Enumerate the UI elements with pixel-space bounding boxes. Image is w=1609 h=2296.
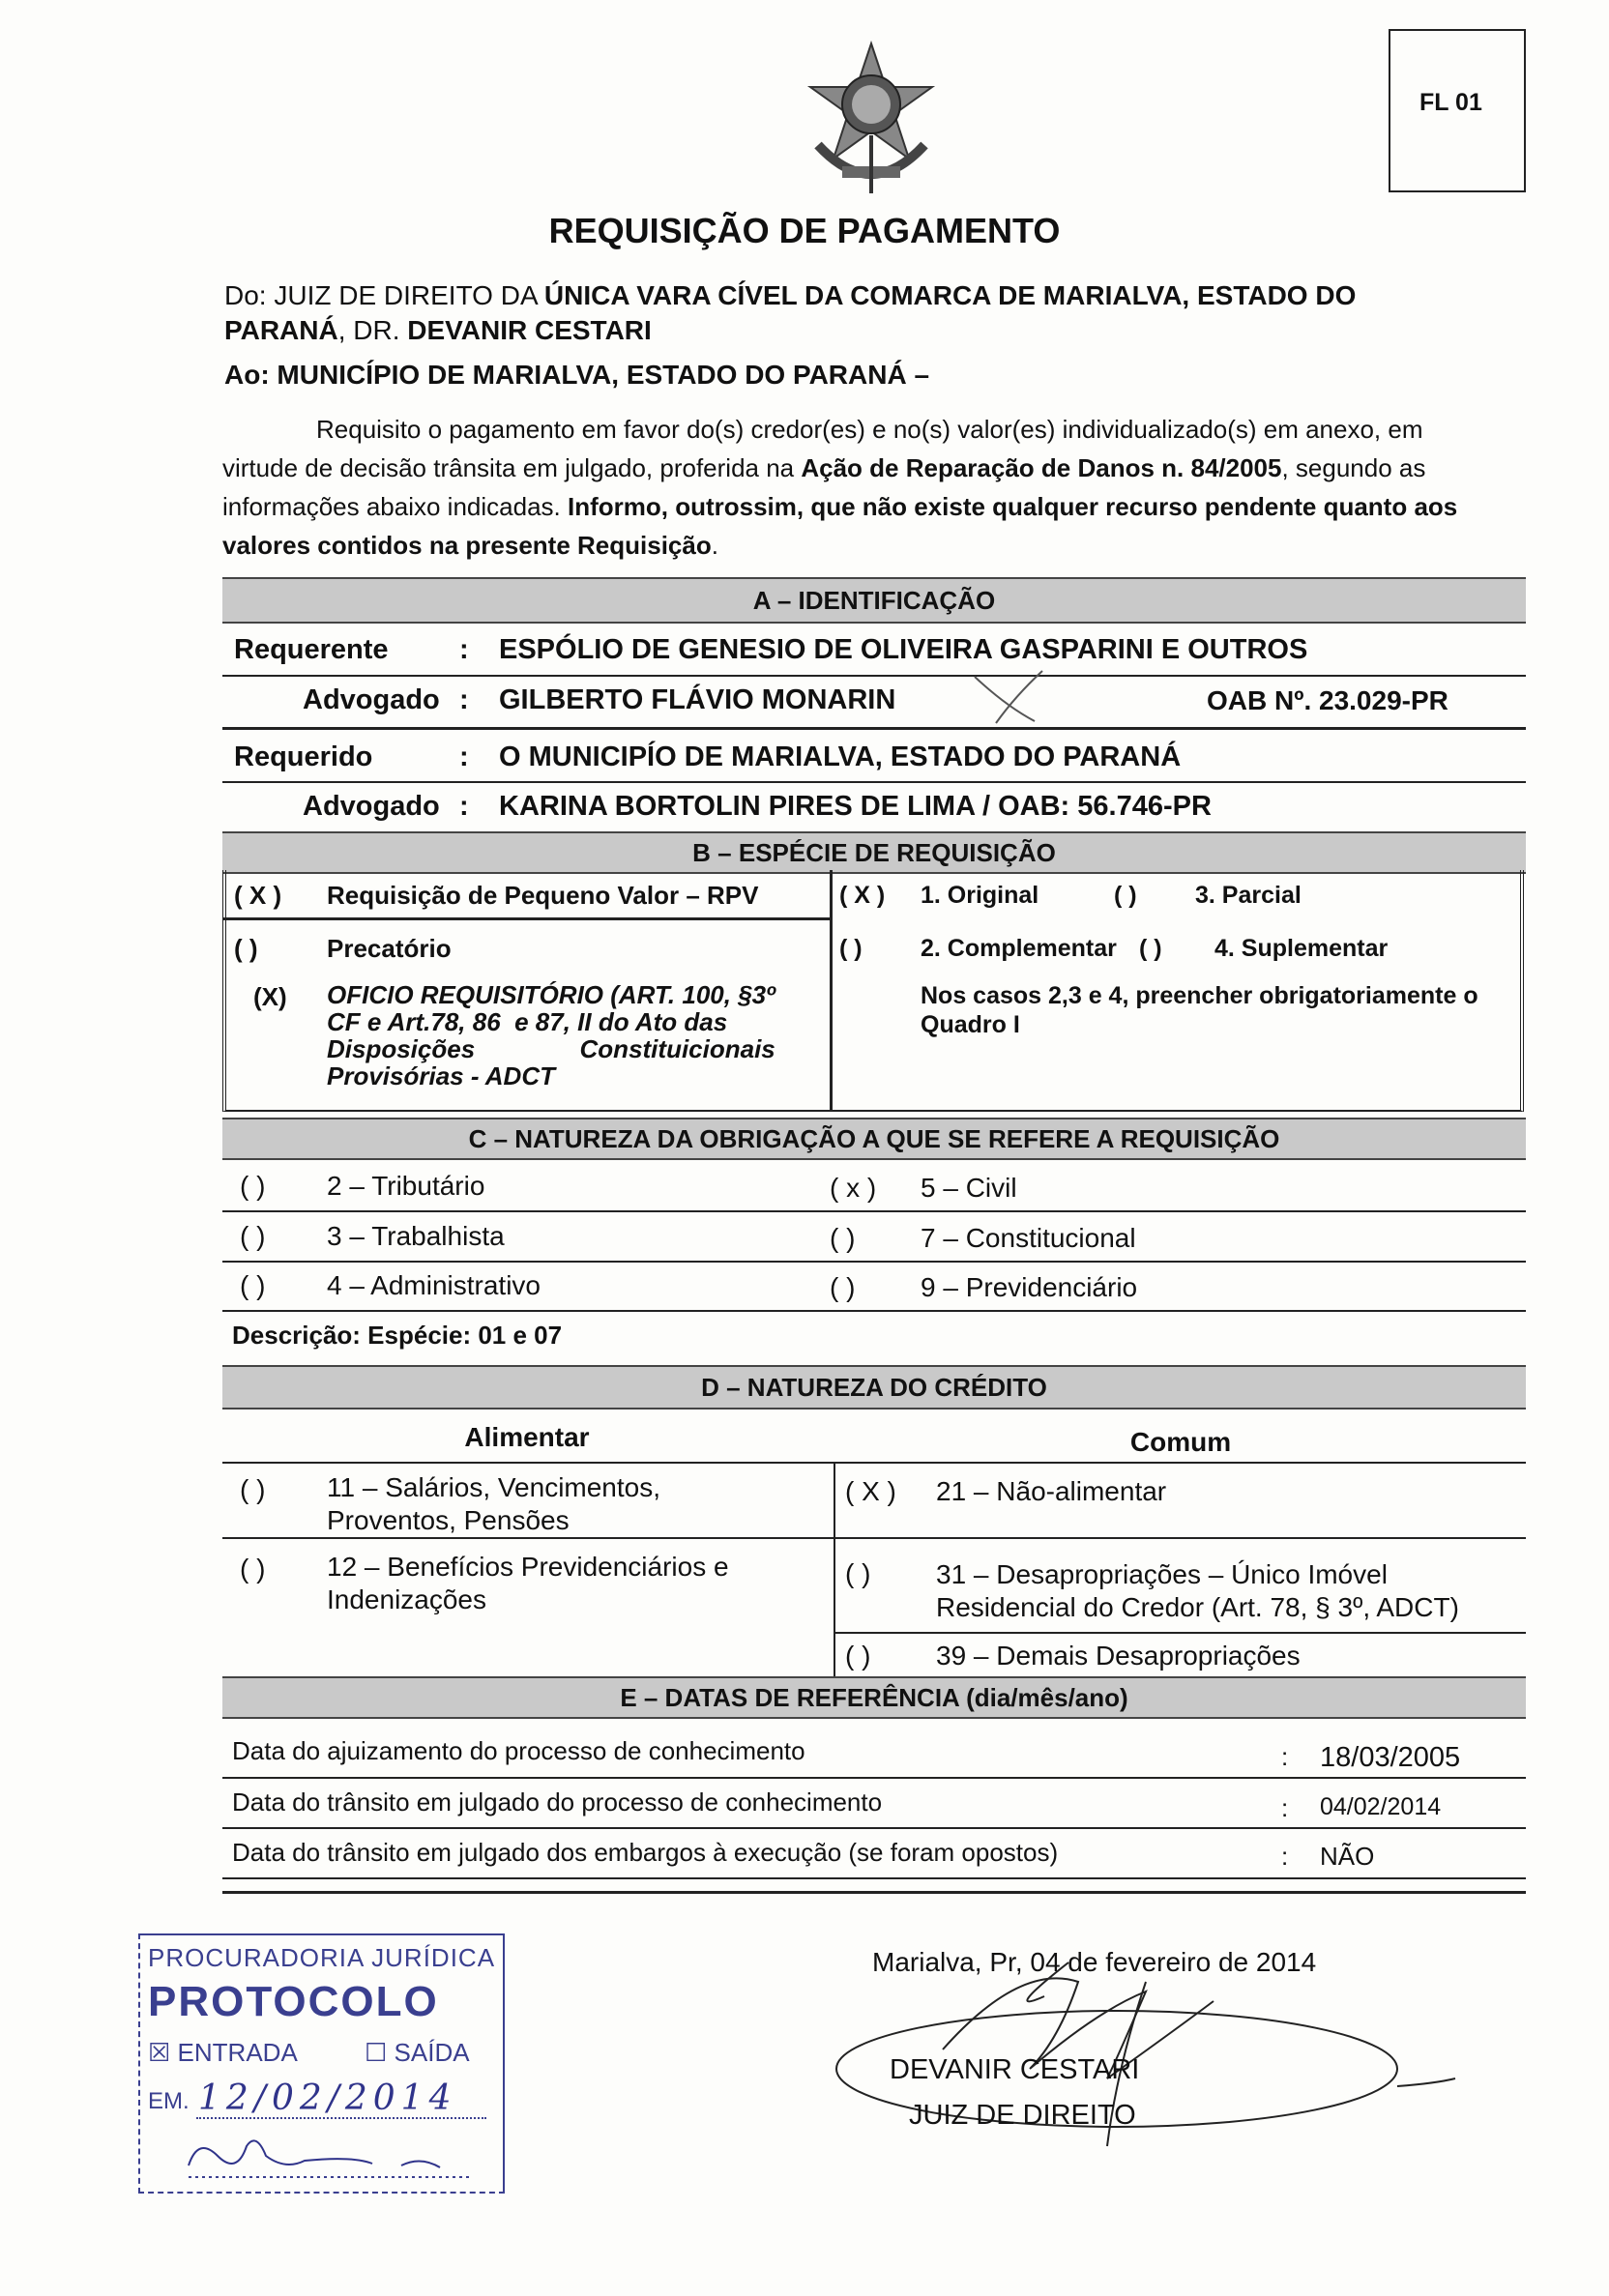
divider (222, 1777, 1526, 1779)
administrativo-label: 4 – Administrativo (327, 1270, 541, 1300)
nao-alimentar-label: 21 – Não-alimentar (936, 1476, 1167, 1506)
parcial-mark: ( ) (1114, 882, 1137, 909)
entrada-checkbox: ☒ (148, 2038, 171, 2067)
suplementar-mark: ( ) (1139, 935, 1162, 962)
divider (222, 727, 1526, 730)
divider (835, 1632, 1526, 1634)
oficio-line: Disposições Constituicionais (327, 1034, 775, 1063)
trabalhista-label: 3 – Trabalhista (327, 1221, 505, 1251)
oficio-line: Provisórias - ADCT (327, 1061, 555, 1090)
advogado-1-colon: : (459, 684, 469, 715)
section-b-header: B – ESPÉCIE DE REQUISIÇÃO (222, 831, 1526, 874)
handwritten-x-mark (967, 667, 1054, 725)
date-row-value: 18/03/2005 (1320, 1742, 1461, 1773)
place-date: Marialva, Pr, 04 de fevereiro de 2014 (872, 1947, 1317, 1977)
requerido-label: Requerido (234, 741, 373, 772)
administrativo-mark: ( ) (240, 1270, 266, 1300)
note-line: Nos casos 2,3 e 4, preencher obrigatoriamente o (921, 982, 1478, 1009)
oficio-line: CF e Art.78, 86 e 87, II do Ato das (327, 1007, 728, 1036)
advogado-2-value: KARINA BORTOLIN PIRES DE LIMA / OAB: 56.746-PR (499, 791, 1212, 822)
beneficios-mark: ( ) (240, 1554, 266, 1584)
divider (222, 675, 1526, 677)
demais-desapropriacoes-mark: ( ) (845, 1641, 871, 1671)
intro-line-2: virtude de decisão trânsita em julgado, proferida na Ação de Reparação de Danos n. 84/2005, segundo as (222, 453, 1426, 482)
demais-desapropriacoes-label: 39 – Demais Desapropriações (936, 1641, 1301, 1671)
tributario-label: 2 – Tributário (327, 1171, 485, 1201)
divider (222, 1877, 1526, 1879)
oficio-line: OFICIO REQUISITÓRIO (ART. 100, §3º (327, 980, 775, 1009)
stamp-em-label: EM. (148, 2088, 190, 2114)
previdenciario-mark: ( ) (830, 1272, 856, 1302)
stamp-line-2: PROTOCOLO (148, 1978, 439, 2025)
desapropriacoes-imovel-mark: ( ) (845, 1558, 871, 1588)
tributario-mark: ( ) (240, 1171, 266, 1201)
intro-line-3: informações abaixo indicadas. Informo, outrossim, que não existe qualquer recurso pendente quanto aos (222, 492, 1458, 521)
divider (222, 781, 1526, 783)
salarios-text (327, 1471, 660, 1537)
section-c-header: C – NATUREZA DA OBRIGAÇÃO A QUE SE REFERE A REQUISIÇÃO (222, 1118, 1526, 1160)
date-row-label: Data do trânsito em julgado do processo de conhecimento (232, 1787, 883, 1816)
constitucional-label: 7 – Constitucional (921, 1223, 1136, 1253)
date-row-colon: : (1281, 1742, 1289, 1771)
to-line: Ao: MUNICÍPIO DE MARIALVA, ESTADO DO PARANÁ – (224, 360, 930, 390)
signer-name: DEVANIR CESTARI (890, 2054, 1140, 2085)
saida-checkbox: ☐ (365, 2038, 388, 2067)
requerente-colon: : (459, 634, 469, 665)
rpv-mark: ( X ) (234, 881, 282, 910)
original-label: 1. Original (921, 882, 1039, 909)
requerente-value: ESPÓLIO DE GENESIO DE OLIVEIRA GASPARINI E OUTROS (499, 634, 1308, 665)
quadro-note (921, 981, 1478, 1039)
date-row-label: Data do ajuizamento do processo de conhecimento (232, 1736, 805, 1765)
signer-title: JUIZ DE DIREITO (909, 2100, 1136, 2131)
divider (834, 1462, 835, 1676)
stamp-initials-scribble (179, 2127, 488, 2185)
trabalhista-mark: ( ) (240, 1221, 266, 1251)
civil-label: 5 – Civil (921, 1173, 1017, 1203)
date-row-value: 04/02/2014 (1320, 1793, 1442, 1820)
from-line-2: PARANÁ, DR. DEVANIR CESTARI (224, 315, 652, 345)
suplementar-label: 4. Suplementar (1214, 935, 1389, 962)
from-line-1: Do: JUIZ DE DIREITO DA ÚNICA VARA CÍVEL DA COMARCA DE MARIALVA, ESTADO DO (224, 280, 1357, 310)
divider (835, 1537, 1526, 1539)
stamp-saida: ☐ SAÍDA (365, 2038, 470, 2067)
date-row-value: NÃO (1320, 1842, 1375, 1871)
divider (222, 1310, 1526, 1312)
date-row-colon: : (1281, 1842, 1289, 1871)
complementar-label: 2. Complementar (921, 935, 1117, 962)
date-row-colon: : (1281, 1793, 1289, 1822)
desapropriacoes-line: 31 – Desapropriações – Único Imóvel (936, 1559, 1388, 1589)
divider (222, 1537, 834, 1539)
advogado-1-oab: OAB Nº. 23.029-PR (1207, 685, 1448, 715)
intro-line-4: valores contidos na presente Requisição. (222, 531, 718, 560)
nao-alimentar-mark: ( X ) (845, 1476, 896, 1506)
protocol-stamp (138, 1933, 505, 2194)
advogado-1-label: Advogado (303, 684, 440, 715)
note-line: Quadro I (921, 1011, 1020, 1038)
intro-line-1: Requisito o pagamento em favor do(s) credor(es) e no(s) valor(es) individualizado(s) em anexo, em (316, 415, 1423, 444)
page-title: REQUISIÇÃO DE PAGAMENTO (548, 211, 1061, 250)
precatorio-label: Precatório (327, 934, 452, 963)
col-alimentar: Alimentar (464, 1422, 590, 1452)
descricao-text: Descrição: Espécie: 01 e 07 (232, 1321, 563, 1350)
civil-mark: ( x ) (830, 1173, 877, 1203)
divider (222, 1210, 1526, 1212)
beneficios-line: Indenizações (327, 1584, 487, 1614)
desapropriacoes-imovel-text (936, 1558, 1459, 1624)
divider (830, 870, 833, 1112)
beneficios-line: 12 – Benefícios Previdenciários e (327, 1552, 729, 1582)
rpv-label: Requisição de Pequeno Valor – RPV (327, 881, 759, 910)
desapropriacoes-line: Residencial do Credor (Art. 78, § 3º, ADCT) (936, 1592, 1459, 1622)
advogado-2-label: Advogado (303, 791, 440, 822)
requerente-label: Requerente (234, 634, 389, 665)
date-row-label: Data do trânsito em julgado dos embargos à execução (se foram opostos) (232, 1838, 1059, 1867)
constitucional-mark: ( ) (830, 1223, 856, 1253)
original-mark: ( X ) (839, 882, 886, 909)
stamp-em-date: 12/02/2014 (198, 2078, 457, 2118)
brasao-emblem (799, 39, 944, 203)
divider (222, 1261, 1526, 1263)
salarios-line: 11 – Salários, Vencimentos, (327, 1472, 661, 1502)
requerido-colon: : (459, 741, 469, 772)
section-e-header: E – DATAS DE REFERÊNCIA (dia/mês/ano) (222, 1676, 1526, 1719)
divider (222, 1891, 1526, 1894)
salarios-line: Proventos, Pensões (327, 1505, 570, 1535)
divider (222, 1827, 1526, 1829)
complementar-mark: ( ) (839, 935, 863, 962)
divider (222, 1462, 1526, 1464)
oficio-mark: (X) (253, 982, 287, 1011)
advogado-2-colon: : (459, 791, 469, 822)
folio-label: FL 01 (1419, 89, 1482, 116)
divider (222, 917, 832, 920)
stamp-entrada: ☒ ENTRADA (148, 2038, 298, 2067)
stamp-line-1: PROCURADORIA JURÍDICA (148, 1943, 496, 1972)
section-a-header: A – IDENTIFICAÇÃO (222, 577, 1526, 624)
advogado-1-value: GILBERTO FLÁVIO MONARIN (499, 684, 896, 715)
precatorio-mark: ( ) (234, 934, 258, 963)
col-comum: Comum (1129, 1427, 1232, 1457)
stamp-date-line (196, 2117, 486, 2119)
folio-box (1389, 29, 1526, 192)
oficio-text (327, 981, 828, 1090)
previdenciario-label: 9 – Previdenciário (921, 1272, 1138, 1302)
beneficios-text (327, 1551, 729, 1616)
section-d-header: D – NATUREZA DO CRÉDITO (222, 1365, 1526, 1410)
salarios-mark: ( ) (240, 1474, 266, 1504)
requerido-value: O MUNICIPÍO DE MARIALVA, ESTADO DO PARANÁ (499, 741, 1182, 772)
parcial-label: 3. Parcial (1195, 882, 1302, 909)
